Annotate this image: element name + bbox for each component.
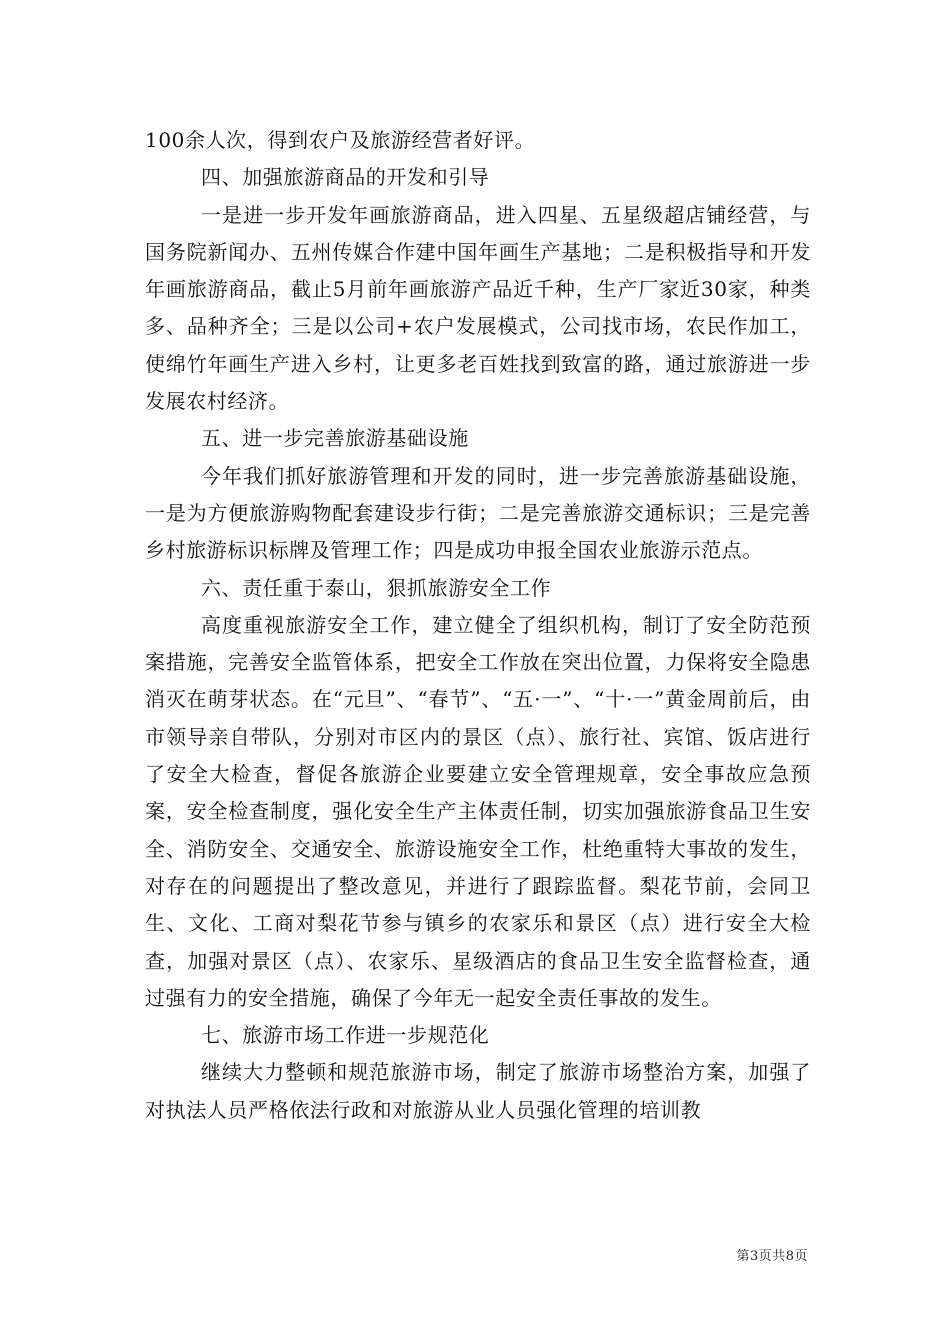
heading-section-5: 五、进一步完善旅游基础设施 [201, 426, 469, 451]
heading-section-6: 六、责任重于泰山，狠抓旅游安全工作 [201, 575, 552, 600]
paragraph-continuation: 100余人次，得到农户及旅游经营者好评。 [145, 128, 536, 152]
paragraph-section-5: 今年我们抓好旅游管理和开发的同时，进一步完善旅游基础设施，一是为方便旅游购物配套建设步行街；二是完善旅游交通标识；三是完善乡村旅游标识标牌及管理工作；四是成功申报全国农业旅游示范点。 [145, 463, 811, 563]
document-body [145, 122, 811, 1129]
page-number: 第3页共8页 [736, 1249, 808, 1264]
heading-section-4: 四、加强旅游商品的开发和引导 [201, 165, 490, 190]
paragraph-section-7: 继续大力整顿和规范旅游市场，制定了旅游市场整治方案，加强了对执法人员严格依法行政和对旅游从业人员强化管理的培训教 [145, 1060, 811, 1122]
heading-section-7: 七、旅游市场工作进一步规范化 [201, 1023, 490, 1048]
paragraph-section-4: 一是进一步开发年画旅游商品，进入四星、五星级超店铺经营，与国务院新闻办、五州传媒合作建中国年画生产基地；二是积极指导和开发年画旅游商品，截止5月前年画旅游产品近千种，生产厂家近30家，种类多、品种齐全；三是以公司+农户发展模式，公司找市场，农民作加工，使绵竹年画生产进入乡村，让更多老百姓找到致富的路，通过旅游进一步发展农村经济。 [145, 202, 811, 414]
paragraph-section-6: 高度重视旅游安全工作，建立健全了组织机构，制订了安全防范预案措施，完善安全监管体系，把安全工作放在突出位置，力保将安全隐患消灭在萌芽状态。在“元旦”、“春节”、“五·一”、“十·一”黄金周前后，由市领导亲自带队，分别对市区内的景区（点）、旅行社、宾馆、饭店进行了安全大检查，督促各旅游企业要建立安全管理规章，安全事故应急预案，安全检查制度，强化安全生产主体责任制，切实加强旅游食品卫生安全、消防安全、交通安全、旅游设施安全工作，杜绝重特大事故的发生，对存在的问题提出了整改意见，并进行了跟踪监督。梨花节前，会同卫生、文化、工商对梨花节参与镇乡的农家乐和景区（点）进行安全大检查，加强对景区（点）、农家乐、星级酒店的食品卫生安全监督检查，通过强有力的安全措施，确保了今年无一起安全责任事故的发生。 [145, 612, 811, 1010]
